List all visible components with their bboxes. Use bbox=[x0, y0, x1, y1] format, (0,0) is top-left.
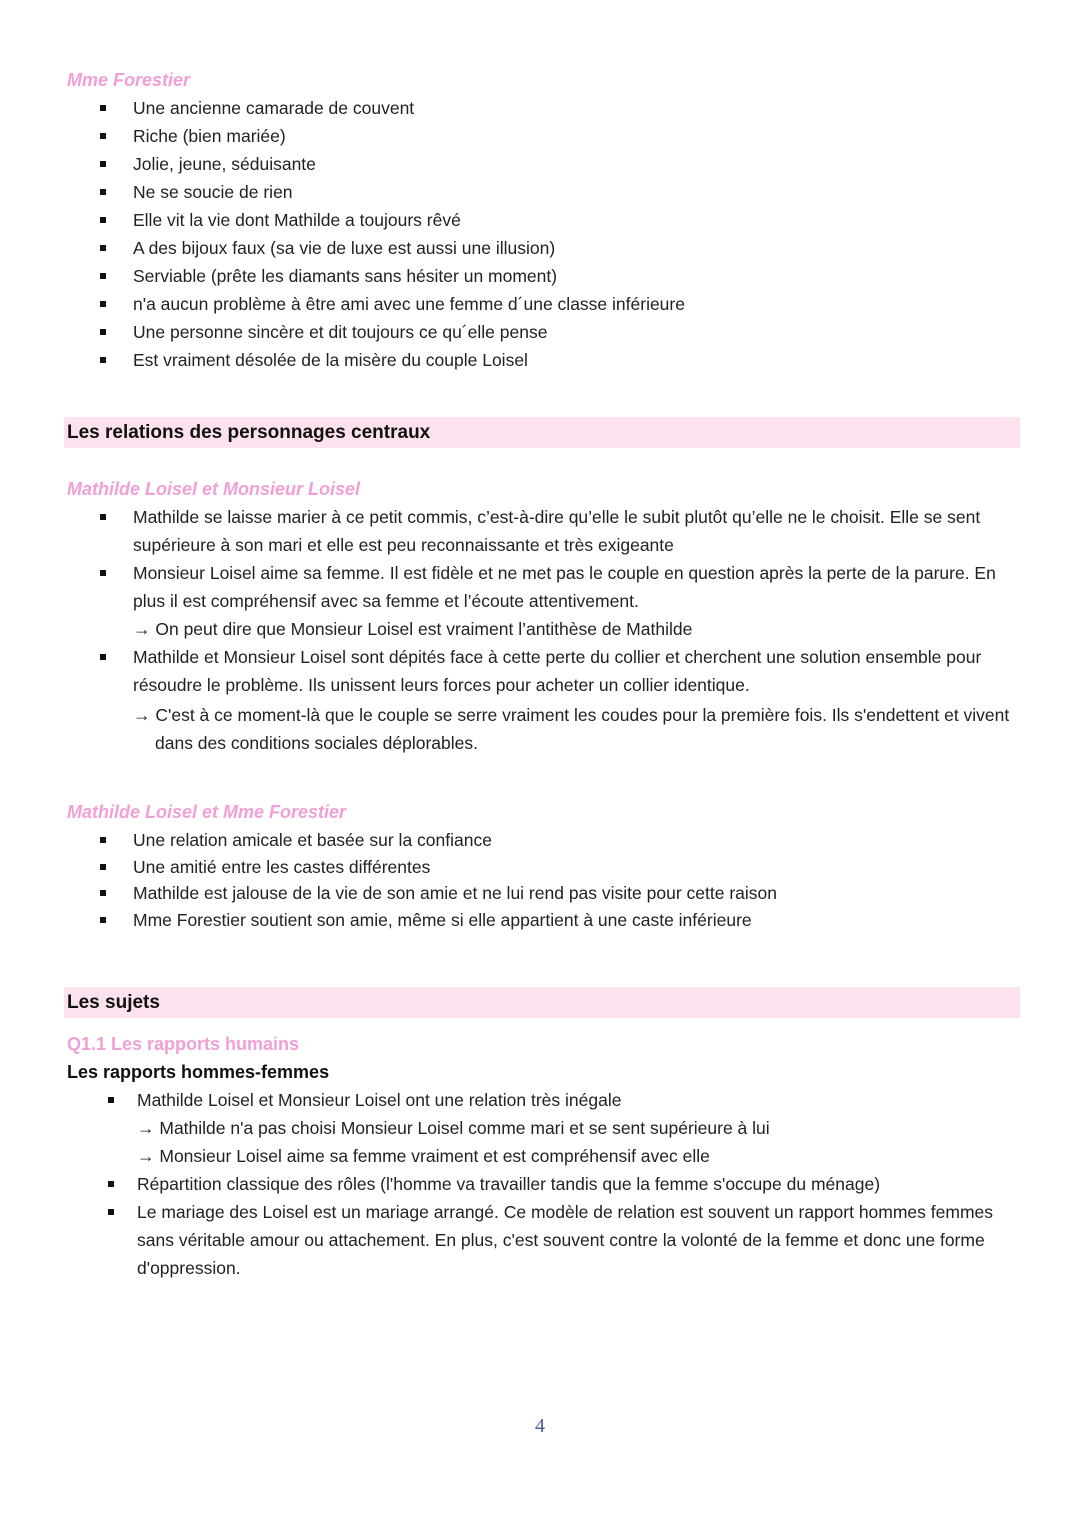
bullet-icon bbox=[100, 864, 106, 870]
sujets-list bbox=[137, 1086, 1022, 1282]
list-item: Le mariage des Loisel est un mariage arrangé. Ce modèle de relation est souvent un rapport hommes femmes sans véritable amour ou attachement. En plus, c'est souvent contre la volonté de la femme et donc une forme d'oppression. bbox=[137, 1198, 1022, 1282]
list-item: Une personne sincère et dit toujours ce qu´elle pense bbox=[133, 318, 1013, 346]
bullet-icon bbox=[108, 1181, 114, 1187]
list-item: Ne se soucie de rien bbox=[133, 178, 1013, 206]
bullet-icon bbox=[100, 245, 106, 251]
bullet-icon bbox=[100, 273, 106, 279]
section-heading: Les relations des personnages centraux bbox=[67, 422, 431, 443]
list-item: Une ancienne camarade de couvent bbox=[133, 94, 1013, 122]
bullet-icon bbox=[100, 917, 106, 923]
list-item: Une amitié entre les castes différentes bbox=[133, 854, 1013, 881]
bullet-icon bbox=[100, 570, 106, 576]
list-item: Riche (bien mariée) bbox=[133, 122, 1013, 150]
arrow-note: → C'est à ce moment-là que le couple se serre vraiment les coudes pour la première fois. Ils s'endettent et vivent dans des conditions sociales déplorables. bbox=[133, 705, 1010, 753]
arrow-note: → On peut dire que Monsieur Loisel est vraiment l’antithèse de Mathilde bbox=[133, 619, 693, 639]
bullet-icon bbox=[100, 357, 106, 363]
list-item: n'a aucun problème à être ami avec une femme d´une classe inférieure bbox=[133, 290, 1013, 318]
list-item: Mathilde est jalouse de la vie de son amie et ne lui rend pas visite pour cette raison bbox=[133, 880, 1013, 907]
list-item: Monsieur Loisel aime sa femme. Il est fidèle et ne met pas le couple en question après la perte de la parure. En plus il est compréhensif avec sa femme et l’écoute attentivement. → On peut dire que Monsieur Loisel est vraiment l’antithèse de Mathilde bbox=[133, 559, 1023, 643]
list-item: Mme Forestier soutient son amie, même si elle appartient à une caste inférieure bbox=[133, 907, 1013, 934]
section-band-sujets bbox=[64, 987, 1020, 1018]
subsection-heading: Les rapports hommes-femmes bbox=[67, 1062, 330, 1082]
bullet-icon bbox=[100, 161, 106, 167]
list-item: Est vraiment désolée de la misère du couple Loisel bbox=[133, 346, 1013, 374]
arrow-note: → Mathilde n'a pas choisi Monsieur Loisel comme mari et se sent supérieure à lui bbox=[137, 1118, 770, 1138]
mme-forestier-list bbox=[133, 94, 1013, 374]
section-heading: Les sujets bbox=[67, 992, 160, 1013]
bullet-icon bbox=[100, 329, 106, 335]
mathilde-loisel-heading: Mathilde Loisel et Monsieur Loisel bbox=[67, 479, 361, 499]
list-item: Répartition classique des rôles (l'homme va travailler tandis que la femme s'occupe du ménage) bbox=[137, 1170, 1022, 1198]
list-item: Jolie, jeune, séduisante bbox=[133, 150, 1013, 178]
list-item: A des bijoux faux (sa vie de luxe est aussi une illusion) bbox=[133, 234, 1013, 262]
bullet-icon bbox=[108, 1209, 114, 1215]
list-item: Mathilde se laisse marier à ce petit commis, c’est-à-dire qu’elle le subit plutôt qu’elle ne le choisit. Elle se sent supérieure à son mari et elle est peu reconnaissante et très exigeante bbox=[133, 503, 1023, 559]
list-item: Elle vit la vie dont Mathilde a toujours rêvé bbox=[133, 206, 1013, 234]
page-number: 4 bbox=[535, 1415, 545, 1437]
list-item: Mathilde Loisel et Monsieur Loisel ont une relation très inégale → Mathilde n'a pas choisi Monsieur Loisel comme mari et se sent supérieure à lui → Monsieur Loisel aime sa femme vraiment et est compréhensif avec elle bbox=[137, 1086, 1022, 1170]
mme-forestier-heading: Mme Forestier bbox=[67, 70, 191, 90]
mathilde-forestier-heading: Mathilde Loisel et Mme Forestier bbox=[67, 802, 347, 822]
mathilde-loisel-list bbox=[133, 503, 1023, 757]
list-item: Mathilde et Monsieur Loisel sont dépités face à cette perte du collier et cherchent une solution ensemble pour résoudre le problème. Ils unissent leurs forces pour acheter un collier identique. → C'est à ce moment-là que le couple se serre vraiment les coudes pour la première fois. Ils s'endettent et vivent dans des conditions sociales déplorables. bbox=[133, 643, 1023, 757]
section-band-relations bbox=[64, 417, 1020, 448]
bullet-icon bbox=[100, 301, 106, 307]
bullet-icon bbox=[100, 654, 106, 660]
bullet-icon bbox=[100, 133, 106, 139]
arrow-note: → Monsieur Loisel aime sa femme vraiment et est compréhensif avec elle bbox=[137, 1146, 710, 1166]
bullet-icon bbox=[100, 189, 106, 195]
bullet-icon bbox=[100, 837, 106, 843]
bullet-icon bbox=[100, 105, 106, 111]
mathilde-forestier-list bbox=[133, 827, 1013, 933]
bullet-icon bbox=[100, 514, 106, 520]
bullet-icon bbox=[108, 1097, 114, 1103]
list-item: Une relation amicale et basée sur la confiance bbox=[133, 827, 1013, 854]
q-heading: Q1.1 Les rapports humains bbox=[67, 1034, 300, 1054]
bullet-icon bbox=[100, 890, 106, 896]
bullet-icon bbox=[100, 217, 106, 223]
list-item: Serviable (prête les diamants sans hésiter un moment) bbox=[133, 262, 1013, 290]
